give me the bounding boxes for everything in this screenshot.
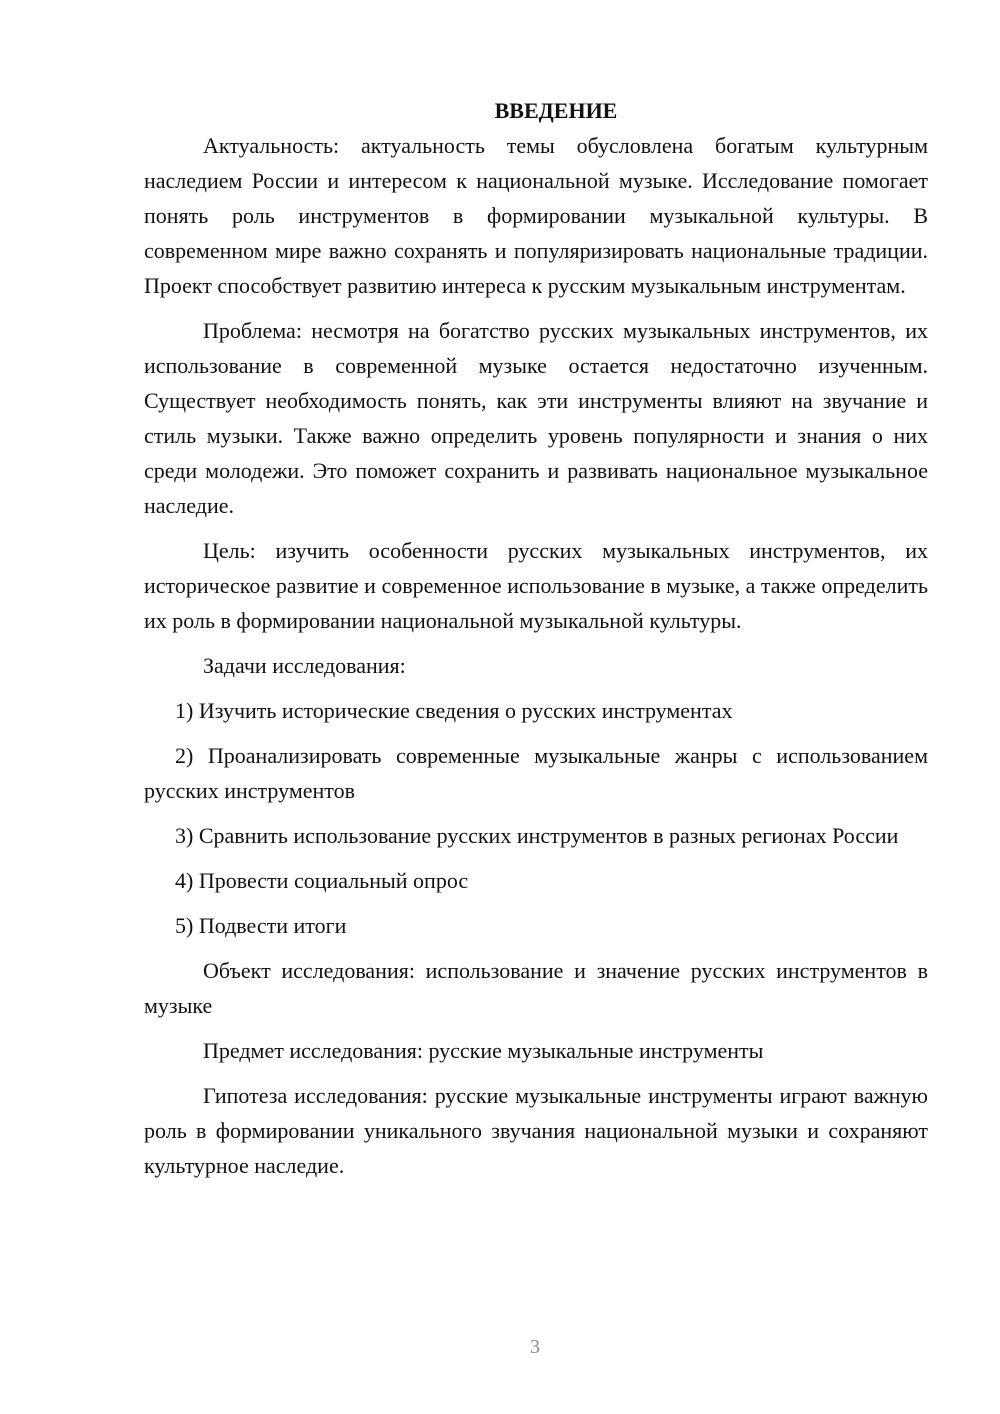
task-item-4: 4) Провести социальный опрос — [175, 868, 469, 893]
hypothesis-paragraph: Гипотеза исследования: русские музыкальные инструменты играют важную роль в формировании уникального звучания национальной музыки и сохраняют культурное наследие. — [144, 1083, 928, 1178]
task-item-1: 1) Изучить исторические сведения о русских инструментах — [175, 698, 733, 723]
task-item-3: 3) Сравнить использование русских инструментов в разных регионах России — [175, 823, 899, 848]
task-item-5: 5) Подвести итоги — [175, 913, 347, 938]
problem-paragraph: Проблема: несмотря на богатство русских музыкальных инструментов, их использование в современной музыке остается недостаточно изученным. Существует необходимость понять, как эти инструменты влияют на звучание и стиль музыки. Также важно определить уровень популярности и знания о них среди молодежи. Это поможет сохранить и развивать национальное музыкальное наследие. — [144, 318, 928, 518]
goal-paragraph: Цель: изучить особенности русских музыкальных инструментов, их историческое развитие и современное использование в музыке, а также определить их роль в формировании национальной музыкальной культуры. — [144, 538, 928, 633]
page-heading: ВВЕДЕНИЕ — [494, 98, 618, 123]
relevance-paragraph: Актуальность: актуальность темы обусловлена богатым культурным наследием России и интересом к национальной музыке. Исследование помогает понять роль инструментов в формировании музыкальной культуры. В современном мире важно сохранять и популяризировать национальные традиции. Проект способствует развитию интереса к русским музыкальным инструментам. — [144, 133, 928, 298]
task-item-2: 2) Проанализировать современные музыкальные жанры с использованием русских инструментов — [144, 743, 928, 803]
subject-paragraph: Предмет исследования: русские музыкальные инструменты — [203, 1038, 764, 1063]
object-paragraph: Объект исследования: использование и значение русских инструментов в музыке — [144, 958, 928, 1018]
page-content — [144, 93, 928, 1193]
tasks-title: Задачи исследования: — [203, 653, 406, 678]
page-number: 3 — [530, 1336, 540, 1358]
